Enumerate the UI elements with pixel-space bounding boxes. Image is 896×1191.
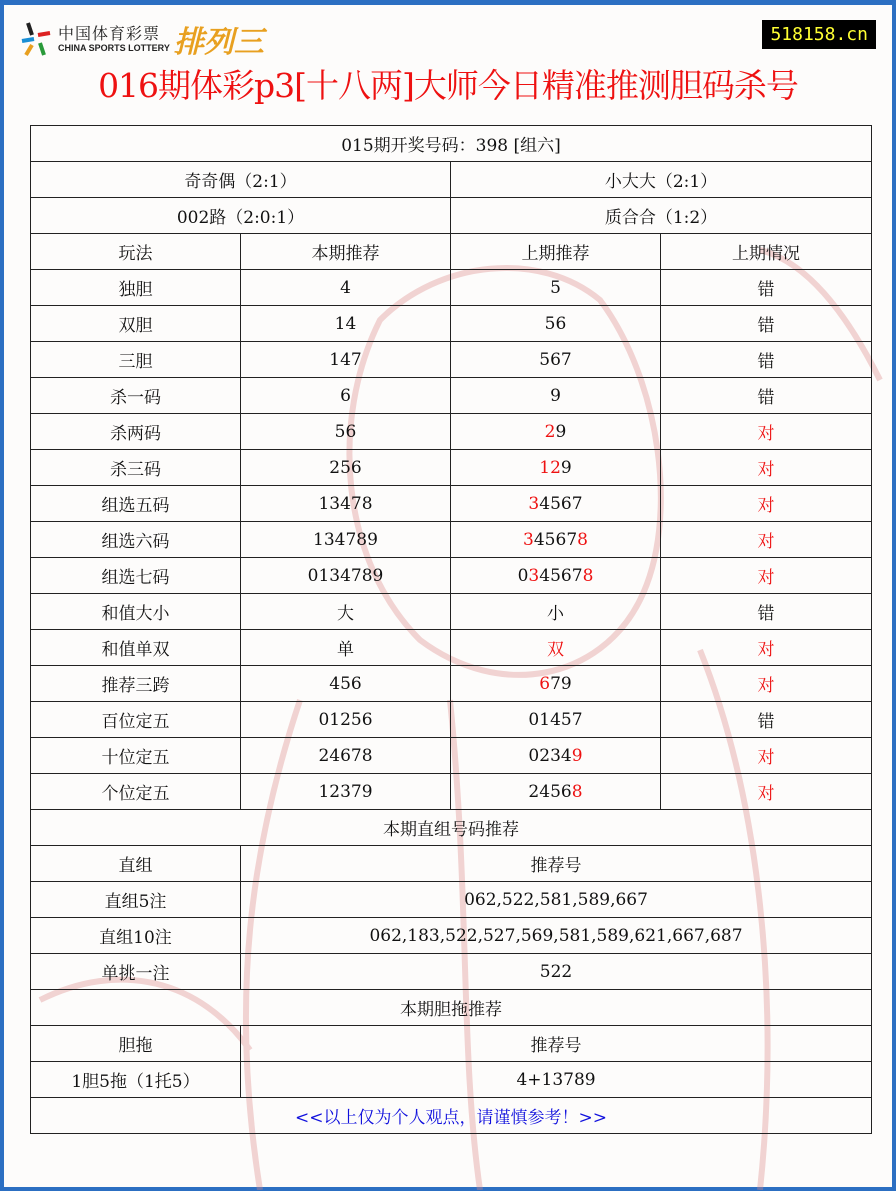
pick-digit: 5: [544, 529, 556, 550]
current-pick: 134789: [241, 522, 451, 558]
pick-digit: 6: [560, 565, 572, 586]
previous-pick: [451, 270, 661, 306]
current-pick: 56: [241, 414, 451, 450]
direct-label: 直组5注: [31, 882, 241, 918]
pick-digit: 5: [560, 709, 572, 730]
current-pick: 6: [241, 378, 451, 414]
pick-digit: 5: [544, 313, 556, 334]
table-row: [31, 630, 872, 666]
previous-pick: [451, 306, 661, 342]
play-type: 十位定五: [31, 738, 241, 774]
size-pattern: 小大大（2:1）: [451, 162, 872, 198]
pick-digit: 8: [577, 529, 588, 550]
current-pick: 14: [241, 306, 451, 342]
current-pick: 456: [241, 666, 451, 702]
pick-digit: 7: [566, 529, 578, 550]
pick-digit: 6: [555, 313, 567, 334]
previous-result: 错: [661, 270, 872, 306]
pick-digit: 3: [528, 493, 540, 514]
column-headers: [31, 234, 872, 270]
disclaimer-note: <<以上仅为个人观点，请谨慎参考！>>: [31, 1098, 872, 1134]
play-type: 推荐三跨: [31, 666, 241, 702]
table-row: [31, 918, 872, 954]
logo-en-text: CHINA SPORTS LOTTERY: [58, 43, 170, 53]
current-pick: 01256: [241, 702, 451, 738]
table-row: [31, 342, 872, 378]
table-row: [31, 522, 872, 558]
direct-label: 直组10注: [31, 918, 241, 954]
previous-pick: [451, 486, 661, 522]
logo-game-text: 排列三: [173, 25, 264, 60]
previous-result: 错: [661, 594, 872, 630]
previous-result: 对: [661, 630, 872, 666]
play-type: 独胆: [31, 270, 241, 306]
previous-pick: [451, 738, 661, 774]
previous-result: 错: [661, 702, 872, 738]
current-pick: 0134789: [241, 558, 451, 594]
lottery-star-icon: [18, 19, 58, 59]
pick-digit: 7: [571, 565, 583, 586]
previous-pick: [451, 522, 661, 558]
col-header: 本期推荐: [241, 234, 451, 270]
previous-pick: [451, 558, 661, 594]
play-type: 组选六码: [31, 522, 241, 558]
previous-pick: [451, 594, 661, 630]
table-row: [31, 702, 872, 738]
pick-digit: 9: [560, 673, 572, 694]
previous-pick: [451, 342, 661, 378]
pick-digit: 6: [560, 781, 572, 802]
pick-digit: 3: [550, 745, 561, 766]
previous-result: 对: [661, 774, 872, 810]
pick-digit: 4: [539, 493, 551, 514]
table-row: [31, 954, 872, 990]
current-pick: 单: [241, 630, 451, 666]
current-pick: 13478: [241, 486, 451, 522]
previous-result: 对: [661, 450, 872, 486]
table-row: [31, 414, 872, 450]
pick-digit: 9: [560, 457, 572, 478]
china-sports-lottery-logo: [18, 18, 264, 60]
pick-digit: 0: [528, 745, 540, 766]
page-title: 016期体彩p3[十八两]大师今日精准推测胆码杀号: [98, 66, 798, 105]
pick-digit: 4: [533, 529, 545, 550]
site-badge[interactable]: 518158.cn: [762, 20, 876, 49]
prime-pattern: 质合合（1:2）: [451, 198, 872, 234]
pick-digit: 0: [528, 709, 540, 730]
pick-digit: 双: [547, 640, 564, 660]
pick-digit: 9: [571, 745, 583, 766]
current-pick: 24678: [241, 738, 451, 774]
table-row: [31, 882, 872, 918]
current-pick: 大: [241, 594, 451, 630]
pick-digit: 6: [550, 349, 561, 370]
play-type: 杀两码: [31, 414, 241, 450]
pick-digit: 2: [539, 745, 551, 766]
play-type: 和值单双: [31, 630, 241, 666]
pick-digit: 7: [571, 709, 583, 730]
pick-digit: 5: [550, 781, 561, 802]
last-draw: 015期开奖号码：398 [组六]: [31, 126, 872, 162]
logo-cn-text: 中国体育彩票: [58, 24, 161, 43]
pick-digit: 2: [528, 781, 540, 802]
drag-col2: 推荐号: [241, 1026, 872, 1062]
pick-digit: 3: [528, 565, 540, 586]
pick-digit: 7: [571, 493, 583, 514]
col-header: 玩法: [31, 234, 241, 270]
current-pick: 4: [241, 270, 451, 306]
pick-digit: 9: [555, 421, 567, 442]
col-header: 上期推荐: [451, 234, 661, 270]
previous-result: 对: [661, 666, 872, 702]
direct-value: 062,183,522,527,569,581,589,621,667,687: [241, 918, 872, 954]
previous-pick: [451, 774, 661, 810]
play-type: 和值大小: [31, 594, 241, 630]
pick-digit: 4: [539, 565, 551, 586]
direct-section-title: 本期直组号码推荐: [31, 810, 872, 846]
previous-result: 对: [661, 558, 872, 594]
pick-digit: 4: [539, 781, 551, 802]
pick-digit: 6: [555, 529, 567, 550]
drag-section-title: 本期胆拖推荐: [31, 990, 872, 1026]
pick-digit: 2: [544, 421, 556, 442]
table-row: [31, 306, 872, 342]
previous-result: 对: [661, 486, 872, 522]
table-row: [31, 738, 872, 774]
table-row: [31, 486, 872, 522]
prediction-table: [30, 125, 872, 1134]
pick-digit: 5: [550, 493, 561, 514]
table-row: [31, 450, 872, 486]
play-type: 双胆: [31, 306, 241, 342]
play-type: 百位定五: [31, 702, 241, 738]
direct-col2: 推荐号: [241, 846, 872, 882]
pick-digit: 5: [550, 565, 561, 586]
play-type: 个位定五: [31, 774, 241, 810]
previous-pick: [451, 414, 661, 450]
previous-result: 对: [661, 522, 872, 558]
direct-col1: 直组: [31, 846, 241, 882]
current-pick: 256: [241, 450, 451, 486]
pick-digit: 7: [560, 349, 572, 370]
odd-even: 奇奇偶（2:1）: [31, 162, 451, 198]
table-row: [31, 378, 872, 414]
previous-pick: [451, 450, 661, 486]
previous-pick: [451, 630, 661, 666]
pick-digit: 8: [582, 565, 594, 586]
previous-pick: [451, 666, 661, 702]
table-row: [31, 666, 872, 702]
drag-label: 1胆5拖（1托5）: [31, 1062, 241, 1098]
drag-col1: 胆拖: [31, 1026, 241, 1062]
play-type: 杀三码: [31, 450, 241, 486]
pick-digit: 6: [560, 493, 572, 514]
pick-digit: 9: [550, 385, 561, 406]
table-row: [31, 270, 872, 306]
play-type: 杀一码: [31, 378, 241, 414]
route-pattern: 002路（2:0:1）: [31, 198, 451, 234]
play-type: 组选七码: [31, 558, 241, 594]
play-type: 三胆: [31, 342, 241, 378]
pick-digit: 6: [539, 673, 551, 694]
pick-digit: 5: [550, 277, 561, 298]
table-row: [31, 558, 872, 594]
pick-digit: 1: [539, 457, 551, 478]
pick-digit: 5: [539, 349, 551, 370]
previous-result: 错: [661, 378, 872, 414]
pick-digit: 1: [539, 709, 551, 730]
previous-result: 错: [661, 342, 872, 378]
direct-value: 062,522,581,589,667: [241, 882, 872, 918]
pick-digit: 0: [517, 565, 529, 586]
table-row: [31, 594, 872, 630]
current-pick: 147: [241, 342, 451, 378]
previous-result: 对: [661, 738, 872, 774]
direct-label: 单挑一注: [31, 954, 241, 990]
pick-digit: 3: [523, 529, 534, 550]
col-header: 上期情况: [661, 234, 872, 270]
drag-value: 4+13789: [241, 1062, 872, 1098]
previous-pick: [451, 378, 661, 414]
play-type: 组选五码: [31, 486, 241, 522]
pick-digit: 2: [550, 457, 561, 478]
pick-digit: 4: [560, 745, 572, 766]
table-row: [31, 1062, 872, 1098]
table-row: [31, 774, 872, 810]
previous-pick: [451, 702, 661, 738]
direct-value: 522: [241, 954, 872, 990]
pick-digit: 8: [571, 781, 583, 802]
previous-result: 错: [661, 306, 872, 342]
current-pick: 12379: [241, 774, 451, 810]
previous-result: 对: [661, 414, 872, 450]
pick-digit: 小: [547, 604, 564, 624]
pick-digit: 7: [550, 673, 561, 694]
pick-digit: 4: [550, 709, 561, 730]
